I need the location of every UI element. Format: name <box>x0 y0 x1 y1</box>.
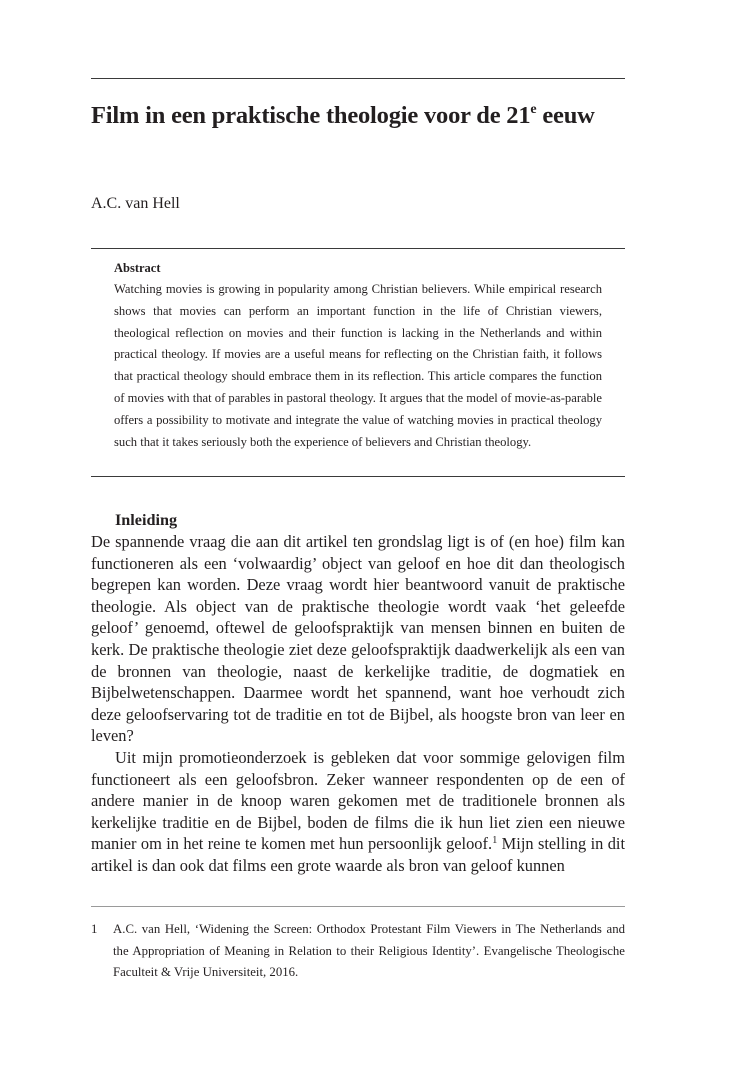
footnote <box>91 919 625 984</box>
body-paragraph: De spannende vraag die aan dit artikel ten grondslag ligt is of (en hoe) film kan functioneren als een ‘volwaardig’ object van geloof en hoe dit dan theologisch begrepen kan worden. Deze vraag wordt hier beantwoord vanuit de praktische theologie. Als object van de praktische theologie wordt vaak ‘het geleefde geloof’ genoemd, oftewel de geloofspraktijk van mensen binnen en buiten de kerk. De praktische theologie ziet deze geloofspraktijk daadwerkelijk als een van de bronnen van theologie, naast de kerkelijke traditie, de dogmatiek en Bijbelwetenschappen. Daarmee wordt het spannend, want hoe verhoudt zich deze geloofservaring tot de traditie en tot de Bijbel, als hoogste bron van leer en leven? <box>91 532 625 746</box>
footnote-rule <box>91 906 625 907</box>
paragraph-text: Mijn stelling in dit artikel is dan ook dat films een grote waarde als bron van geloof kunnen <box>91 834 625 875</box>
footnote-number: 1 <box>91 922 98 936</box>
title-superscript: e <box>530 102 537 117</box>
abstract-block <box>114 258 602 453</box>
body-paragraph <box>91 747 625 877</box>
abstract-text: Watching movies is growing in popularity among Christian believers. While empirical research shows that movies can perform an important function in the life of Christian viewers, theological reflection on movies and their function is lacking in the Netherlands and within practical theology. If movies are a useful means for reflecting on the Christian faith, it follows that practical theology should embrace them in its reflection. This article compares the function of movies with that of parables in pastoral theology. It argues that the model of movie-as-parable offers a possibility to motivate and integrate the value of watching movies in practical theology such that it takes seriously both the experience of believers and Christian theology. <box>114 282 602 449</box>
title-main: Film in een praktische theologie voor de 21 <box>91 102 531 129</box>
footnote-reference[interactable]: 1 <box>492 835 498 847</box>
abstract-heading: Abstract <box>114 261 161 275</box>
section-heading: Inleiding <box>115 511 178 529</box>
footnote-text: A.C. van Hell, ‘Widening the Screen: Orthodox Protestant Film Viewers in The Netherlands and the Appropriation of Meaning in Relation to their Religious Identity’. Evangelische Theologische Faculteit & Vrije Universiteit, 2016. <box>113 922 625 979</box>
article-body <box>91 509 625 877</box>
top-rule <box>91 78 625 79</box>
abstract-top-rule <box>91 248 625 249</box>
article-title <box>91 100 651 132</box>
paragraph-text: Uit mijn promotieonderzoek is gebleken dat voor sommige gelovigen film functioneert als een geloofsbron. Zeker wanneer respondenten op de een of andere manier in de knoop waren gekomen met de traditionele bronnen als kerkelijke traditie en de Bijbel, boden de films die ik hun liet zien een nieuwe manier om in het reine te komen met hun persoonlijk geloof. <box>91 747 625 854</box>
author-name: A.C. van Hell <box>91 195 180 212</box>
title-suffix: eeuw <box>536 102 595 129</box>
abstract-bottom-rule <box>91 476 625 477</box>
